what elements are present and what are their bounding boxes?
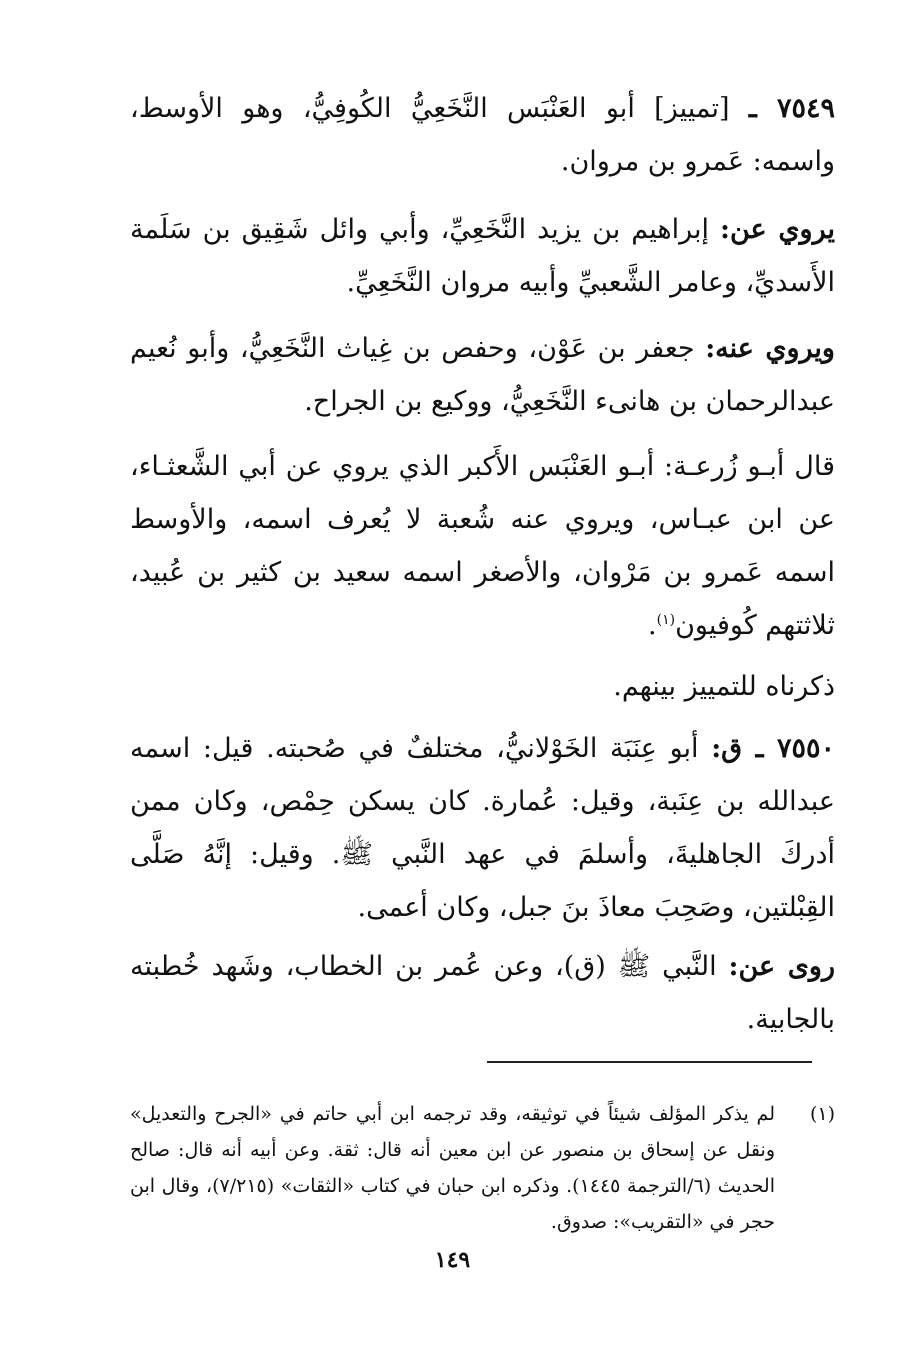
entry-number: ٧٥٤٩ ـ: [748, 93, 835, 124]
footnote-number: (١): [809, 1103, 835, 1125]
page-number: ١٤٩: [434, 1247, 471, 1273]
narrates-from-label: يروي عن:: [719, 214, 835, 245]
entry-7550: [130, 722, 835, 934]
footnote-divider: [487, 1061, 812, 1063]
footnote-ref: (١): [656, 612, 676, 628]
footnote: [130, 1096, 835, 1240]
narrated-by-label: ويروي عنه:: [705, 333, 835, 364]
narrated-by-paragraph: [130, 322, 835, 428]
footnote-text: لم يذكر المؤلف شيئاً في توثيقه، وقد ترجمه ابن أبي حاتم في «الجرح والتعديل» ونقل عن إسحاق بن منصور عن ابن معين أنه قال: ثقة. وعن أبيه أنه قال: صالح الحديث (٦/الترجمة ١٤٤٥). وذكره ابن حبان في كتاب «الثقات» (٧/٢١٥)، وقال ابن حجر في «التقريب»: صدوق.: [130, 1103, 775, 1233]
entry-number: ٧٥٥٠ ـ ق:: [711, 733, 835, 764]
narrated-text: النَّبي ﷺ (ق)، وعن عُمر بن الخطاب، وشَهد خُطبته بالجابية.: [130, 951, 835, 1035]
entry-text: [تمييز] أبو العَنْبَس النَّخَعِيُّ الكُوفِيُّ، وهو الأوسط، واسمه: عَمرو بن مروان.: [130, 93, 835, 177]
abu-zura-paragraph: [130, 440, 835, 652]
distinction-paragraph: [130, 660, 835, 713]
narrates-from-paragraph: [130, 203, 835, 309]
entry-7549: [130, 82, 835, 188]
distinction-text: ذكرناه للتمييز بينهم.: [613, 671, 835, 702]
narrates-from-text: إبراهيم بن يزيد النَّخَعِيِّ، وأبي وائل شَقِيق بن سَلَمة الأَسديِّ، وعامر الشَّعبيِّ وأبيه مروان النَّخَعِيِّ.: [130, 214, 835, 298]
narrated-paragraph: [130, 940, 835, 1046]
narrated-by-text: جعفر بن عَوْن، وحفص بن غِياث النَّخَعِيُّ، وأبو نُعيم عبدالرحمان بن هانىء النَّخَعِيُّ، ووكيع بن الجراح.: [130, 333, 835, 417]
abu-zura-text: قال أبـو زُرعـة: أبـو العَنْبَس الأَكبر الذي يروي عن أبي الشَّعثـاء، عن ابن عبـاس، ويروي عنه شُعبة لا يُعرف اسمه، والأوسط اسمه عَمرو بن مَرْوان، والأصغر اسمه سعيد بن كثير بن عُبيد، ثلاثتهم كُوفيون: [130, 451, 835, 641]
narrated-label: روى عن:: [728, 951, 835, 982]
abu-zura-end: .: [648, 610, 657, 641]
entry-text: أبو عِنَبَة الخَوْلانيُّ، مختلفٌ في صُحبته. قيل: اسمه عبدالله بن عِنَبة، وقيل: عُمارة. كان يسكن حِمْص، وكان ممن أدركَ الجاهليةَ، وأسلمَ في عهد النَّبي ﷺ. وقيل: إنَّهُ صَلَّى القِبْلتين، وصَحِبَ معاذَ بنَ جبل، وكان أعمى.: [130, 733, 835, 923]
